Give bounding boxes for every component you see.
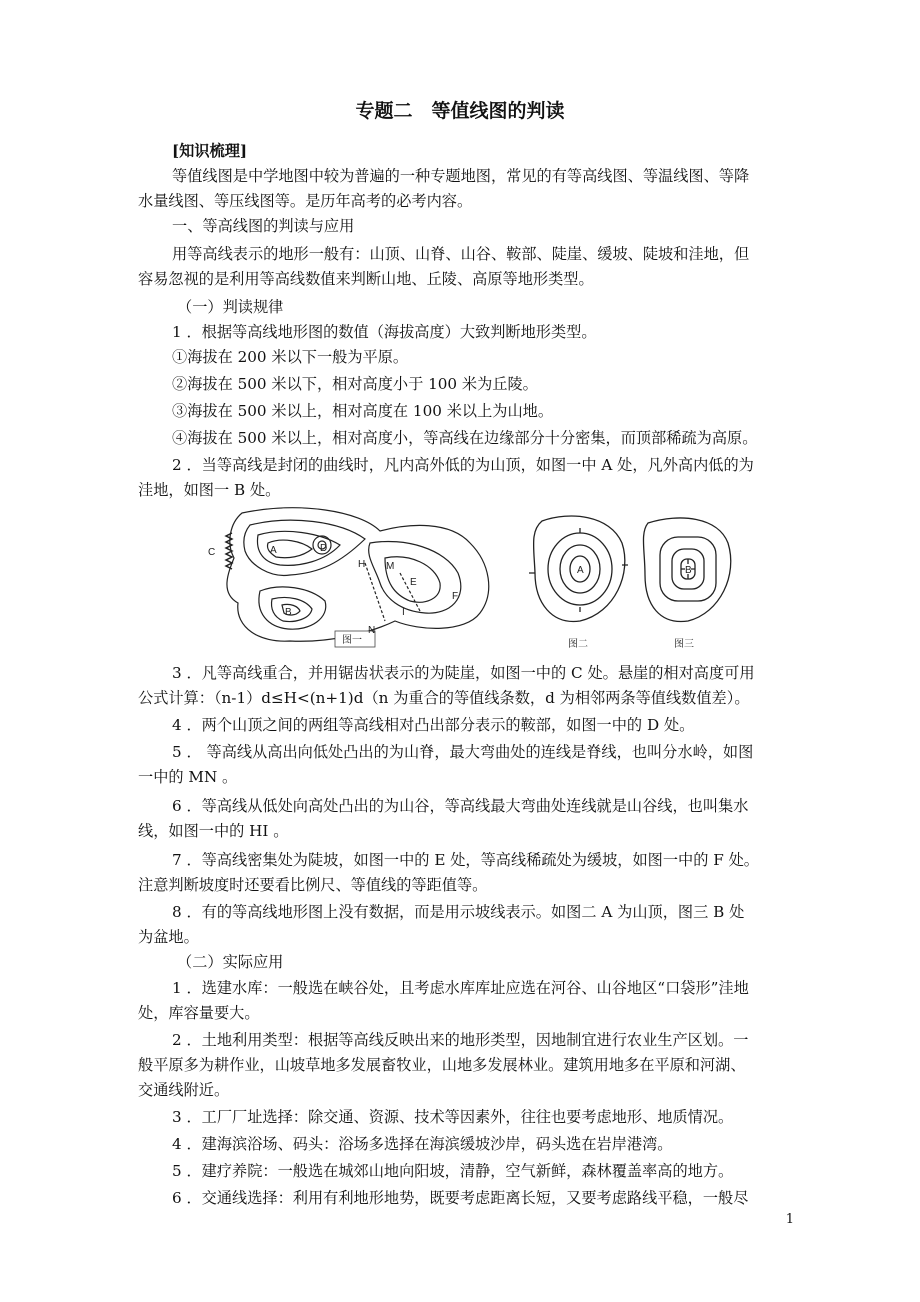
contour-line [271, 597, 312, 621]
text-line: 1 ．选建水库：一般选在峡谷处，且考虑水库库址应选在河谷、山谷地区“口袋形”洼地 [172, 979, 749, 997]
contour-line [259, 587, 326, 629]
text-line: 2 ．土地利用类型：根据等高线反映出来的地形类型，因地制宜进行农业生产区划。一 [172, 1031, 749, 1049]
label-d: D [320, 543, 328, 554]
text-line: 线，如图一中的 HI 。 [138, 822, 289, 840]
label-m: M [386, 561, 395, 572]
text-line: 一中的 MN 。 [138, 768, 238, 786]
text-line: ③海拔在 500 米以上，相对高度在 100 米以上为山地。 [172, 402, 554, 420]
text-line: 洼地，如图一 B 处。 [138, 481, 281, 499]
text-line: 2 ．当等高线是封闭的曲线时，凡内高外低的为山顶，如图一中 A 处，凡外高内低的为 [172, 456, 754, 474]
text-line: ①海拔在 200 米以下一般为平原。 [172, 348, 409, 366]
label-h: H [358, 559, 366, 570]
label-a: A [270, 545, 277, 556]
subheading: （一）判读规律 [177, 298, 284, 316]
label-fig3-b: B [685, 565, 692, 576]
label-n: N [368, 625, 376, 636]
caption-figure-three: 图三 [674, 639, 694, 650]
page-number: 1 [785, 1212, 794, 1227]
text-line: 处，库容量要大。 [138, 1004, 260, 1022]
text-line: 4 ．两个山顶之间的两组等高线相对凸出部分表示的鞍部，如图一中的 D 处。 [172, 716, 695, 734]
text-line: 6 ．交通线选择：利用有利地形地势，既要考虑距离长短，又要考虑路线平稳，一般尽 [172, 1189, 749, 1207]
text-line: 用等高线表示的地形一般有：山顶、山脊、山谷、鞍部、陡崖、缓坡、陡坡和洼地，但 [172, 245, 750, 263]
subheading: （二）实际应用 [177, 953, 284, 971]
text-line: 公式计算：（n-1）d≤H<(n+1)d（n 为重合的等值线条数，d 为相邻两条等值线数值差）。 [138, 689, 750, 707]
label-c: C [208, 547, 216, 558]
text-line: 6 ．等高线从低处向高处凸出的为山谷，等高线最大弯曲处连线就是山谷线，也叫集水 [172, 797, 749, 815]
caption-figure-one: 图一 [342, 635, 362, 646]
page-title: 专题二 等值线图的判读 [355, 100, 565, 122]
figure-one [226, 508, 489, 647]
label-f: F [452, 591, 459, 602]
contour-line [227, 508, 489, 641]
text-line: 交通线附近。 [138, 1081, 230, 1099]
text-line: 4 ．建海滨浴场、码头：浴场多选择在海滨缓坡沙岸，码头选在岩岸港湾。 [172, 1135, 673, 1153]
text-line: 8 ．有的等高线地形图上没有数据，而是用示坡线表示。如图二 A 为山顶，图三 B 处 [172, 903, 745, 921]
text-line: 一、等高线图的判读与应用 [172, 217, 355, 235]
text-line: ②海拔在 500 米以下，相对高度小于 100 米为丘陵。 [172, 375, 538, 393]
text-line: ④海拔在 500 米以上，相对高度小，等高线在边缘部分十分密集，而顶部稀疏为高原。 [172, 429, 758, 447]
text-line: 3 ．凡等高线重合，并用锯齿状表示的为陡崖，如图一中的 C 处。悬崖的相对高度可用 [172, 664, 755, 682]
section-heading: [知识梳理] [172, 142, 248, 160]
contour-figures [190, 503, 750, 653]
text-line: 5 ． 等高线从高出向低处凸出的为山脊，最大弯曲处的连线是脊线，也叫分水岭，如图 [172, 743, 754, 761]
text-line: 7 ．等高线密集处为陡坡，如图一中的 E 处，等高线稀疏处为缓坡，如图一中的 F 处。 [172, 851, 759, 869]
text-line: 5 ．建疗养院：一般选在城郊山地向阳坡，清静，空气新鲜，森林覆盖率高的地方。 [172, 1162, 734, 1180]
text-line: 般平原多为耕作业，山坡草地多发展畜牧业，山地多发展林业。建筑用地多在平原和河湖、 [138, 1056, 746, 1074]
label-fig2-a: A [577, 565, 584, 576]
text-line: 1 ．根据等高线地形图的数值（海拔高度）大致判断地形类型。 [172, 323, 597, 341]
label-e: E [410, 577, 417, 588]
text-line: 等值线图是中学地图中较为普遍的一种专题地图，常见的有等高线图、等温线图、等降 [172, 167, 750, 185]
contour-line [244, 520, 365, 575]
label-i: I [402, 607, 405, 618]
label-b: B [285, 607, 292, 618]
text-line: 3 ．工厂厂址选择：除交通、资源、技术等因素外，往往也要考虑地形、地质情况。 [172, 1108, 734, 1126]
text-line: 容易忽视的是利用等高线数值来判断山地、丘陵、高原等地形类型。 [138, 270, 594, 288]
text-line: 为盆地。 [138, 928, 199, 946]
text-line: 注意判断坡度时还要看比例尺、等值线的等距值等。 [138, 876, 488, 894]
caption-figure-two: 图二 [568, 639, 588, 650]
cliff-teeth [226, 533, 232, 569]
text-line: 水量线图、等压线图等。是历年高考的必考内容。 [138, 192, 473, 210]
